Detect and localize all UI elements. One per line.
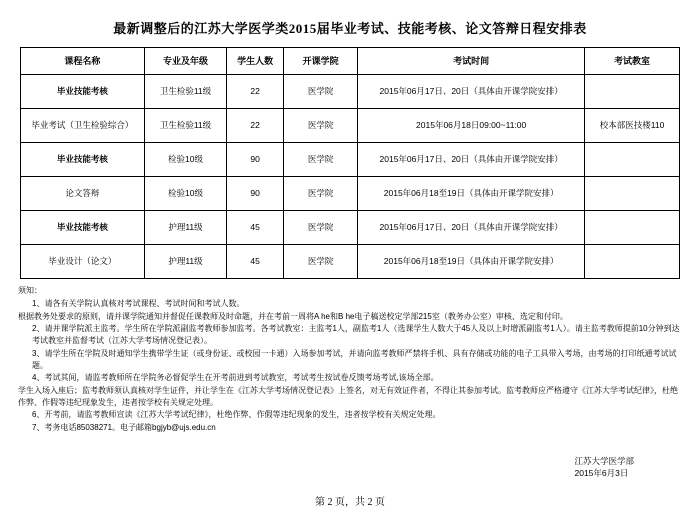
column-header-time: 考试时间	[358, 48, 585, 75]
cell-time: 2015年06月18至19日（具体由开课学院安排）	[358, 245, 585, 279]
cell-college: 医学院	[283, 211, 357, 245]
cell-college: 医学院	[283, 143, 357, 177]
cell-room	[585, 75, 680, 109]
cell-count: 45	[227, 245, 284, 279]
note-item-3: 2、请并课学院派主监考。学生所在学院派副监考教师参加监考。各考试教室：主监考1人，副监考1人（选课学生人数大于45人及以上时增派副监考1人）。请主监考教师提前10分钟到达考试教室并监督考试（江苏大学考场情况登记表）。	[32, 324, 680, 345]
cell-major: 护理11级	[144, 211, 227, 245]
cell-room	[585, 177, 680, 211]
cell-room: 校本部医技楼110	[585, 109, 680, 143]
cell-time: 2015年06月18至19日（具体由开课学院安排）	[358, 177, 585, 211]
cell-college: 医学院	[283, 75, 357, 109]
cell-count: 90	[227, 143, 284, 177]
cell-college: 医学院	[283, 245, 357, 279]
cell-major: 卫生检验11级	[144, 109, 227, 143]
table-row	[21, 177, 680, 211]
signature-block	[574, 455, 634, 481]
document-page	[0, 18, 700, 516]
cell-major: 检验10级	[144, 177, 227, 211]
cell-time: 2015年06月17日、20日（具体由开课学院安排）	[358, 75, 585, 109]
notes-heading: 须知：	[18, 286, 42, 295]
column-header-course: 课程名称	[21, 48, 145, 75]
signature-org: 江苏大学医学部	[574, 455, 634, 466]
table-row	[21, 75, 680, 109]
cell-count: 22	[227, 109, 284, 143]
table-row	[21, 143, 680, 177]
signature-date: 2015年6月3日	[574, 468, 629, 479]
cell-course: 毕业设计（论文）	[21, 245, 145, 279]
cell-major: 护理11级	[144, 245, 227, 279]
schedule-table	[20, 47, 680, 279]
table-row	[21, 109, 680, 143]
cell-college: 医学院	[283, 109, 357, 143]
cell-time: 2015年06月18日09:00~11:00	[358, 109, 585, 143]
note-item-6: 学生入场入座后；监考教师须认真核对学生证件，并让学生在《江苏大学考场情况登记表》上签名，对无有效证件者，不得让其参加考试。监考教师应严格遵守《江苏大学考试纪律》，杜绝作弊、作假等违纪现象发生，违者按学校有关规定处理。	[18, 385, 678, 407]
cell-course: 毕业技能考核	[21, 143, 145, 177]
cell-count: 90	[227, 177, 284, 211]
cell-time: 2015年06月17日、20日（具体由开课学院安排）	[358, 211, 585, 245]
note-item-5: 4、考试其间，请监考教师所在学院务必督促学生在开考前进到考试教室，考试考生按试卷反馈考场考试,该场全部。	[32, 373, 439, 382]
table-row	[21, 245, 680, 279]
note-item-7: 6、开考前，请监考教师宣读《江苏大学考试纪律》，杜绝作弊、作假等违纪现象的发生，违者按学校有关规定处理。	[32, 410, 441, 419]
cell-room	[585, 245, 680, 279]
cell-major: 检验10级	[144, 143, 227, 177]
cell-course: 毕业技能考核	[21, 211, 145, 245]
note-item-1: 1、请各有关学院认真核对考试课程、考试时间和考试人数。	[32, 299, 245, 308]
column-header-college: 开课学院	[283, 48, 357, 75]
note-item-4: 3、请学生所在学院及时通知学生携带学生证（或身份证、或校园一卡通）入场参加考试，并请向监考教师严禁将手机、具有存储或功能的电子工具带入考场，由考场的打印纸通考试试题。	[32, 348, 677, 370]
cell-count: 45	[227, 211, 284, 245]
cell-room	[585, 143, 680, 177]
column-header-major: 专业及年级	[144, 48, 227, 75]
cell-course: 论文答辩	[21, 177, 145, 211]
column-header-room: 考试教室	[585, 48, 680, 75]
table-header-row	[21, 48, 680, 75]
column-header-count: 学生人数	[227, 48, 284, 75]
note-item-2: 根据教务处要求的原则，请并课学院通知并督促任课教师及时命题，并在考前一周将A he和B he电子稿送校定学部215室（教务办公室）审核、选定和付印。	[18, 311, 568, 321]
cell-college: 医学院	[283, 177, 357, 211]
cell-count: 22	[227, 75, 284, 109]
cell-major: 卫生检验11级	[144, 75, 227, 109]
page-footer: 第 2 页，共 2 页	[315, 497, 385, 508]
cell-time: 2015年06月17日、20日（具体由开课学院安排）	[358, 143, 585, 177]
cell-room	[585, 211, 680, 245]
page-title: 最新调整后的江苏大学医学类2015届毕业考试、技能考核、论文答辩日程安排表	[113, 21, 587, 36]
cell-course: 毕业技能考核	[21, 75, 145, 109]
table-row	[21, 211, 680, 245]
note-item-8: 7、考务电话85038271。电子邮箱bgjyb@ujs.edu.cn	[32, 422, 216, 432]
cell-course: 毕业考试（卫生检验综合）	[21, 109, 145, 143]
notes-section	[18, 285, 682, 434]
